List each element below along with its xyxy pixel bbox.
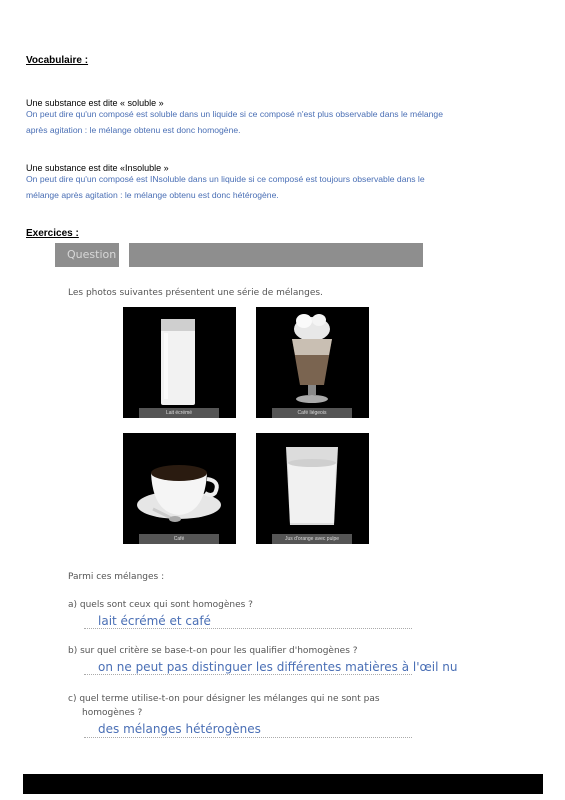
- coffee-cup-image: [123, 433, 236, 544]
- milk-glass-image: [123, 307, 236, 418]
- insoluble-title: Une substance est dite «Insoluble »: [26, 163, 169, 173]
- exercises-heading: Exercices :: [26, 228, 79, 239]
- question-intro: Les photos suivantes présentent une série de mélanges.: [68, 288, 323, 298]
- photo-cafe-liegeois: [256, 307, 369, 418]
- photo-coffee: [123, 433, 236, 544]
- cafe-liegeois-image: [256, 307, 369, 418]
- photo-caption-coffee: Café: [139, 534, 219, 544]
- answer-b-line: [84, 673, 412, 675]
- question-b: b) sur quel critère se base-t-on pour les qualifier d'homogènes ?: [68, 646, 358, 656]
- question-banner: [55, 243, 423, 267]
- answer-c: des mélanges hétérogènes: [98, 722, 261, 736]
- answer-b: on ne peut pas distinguer les différentes matières à l'œil nu: [98, 660, 458, 674]
- photo-caption-skim-milk: Lait écrémé: [139, 408, 219, 418]
- photo-caption-cafe-liegeois: Café liégeois: [272, 408, 352, 418]
- soluble-definition: [26, 106, 546, 138]
- footer-bar: [23, 774, 543, 794]
- insoluble-line-1: On peut dire qu'un composé est INsoluble dans un liquide si ce composé est toujours observable dans le: [26, 174, 425, 184]
- answer-a: lait écrémé et café: [98, 614, 211, 628]
- question-number-one: [119, 237, 129, 269]
- soluble-line-1: On peut dire qu'un composé est soluble dans un liquide si ce composé n'est plus observable dans le mélange: [26, 109, 443, 119]
- answer-c-line: [84, 736, 412, 738]
- answer-a-line: [84, 627, 412, 629]
- orange-juice-glass-image: [256, 433, 369, 544]
- question-c-line-1: c) quel terme utilise-t-on pour désigner les mélanges qui ne sont pas: [68, 694, 380, 704]
- insoluble-definition: [26, 171, 546, 203]
- insoluble-line-2: mélange après agitation : le mélange obtenu est donc hétérogène.: [26, 190, 279, 200]
- photo-caption-orange-juice: Jus d'orange avec pulpe: [272, 534, 352, 544]
- vocabulary-heading: Vocabulaire :: [26, 55, 89, 66]
- soluble-title: Une substance est dite « soluble »: [26, 98, 164, 108]
- among-mixtures-label: Parmi ces mélanges :: [68, 572, 165, 582]
- question-label: Question: [67, 248, 117, 261]
- photo-orange-juice: [256, 433, 369, 544]
- question-a: a) quels sont ceux qui sont homogènes ?: [68, 600, 253, 610]
- question-c-line-2: homogènes ?: [82, 708, 143, 718]
- soluble-line-2: après agitation : le mélange obtenu est donc homogène.: [26, 125, 241, 135]
- photo-skim-milk: [123, 307, 236, 418]
